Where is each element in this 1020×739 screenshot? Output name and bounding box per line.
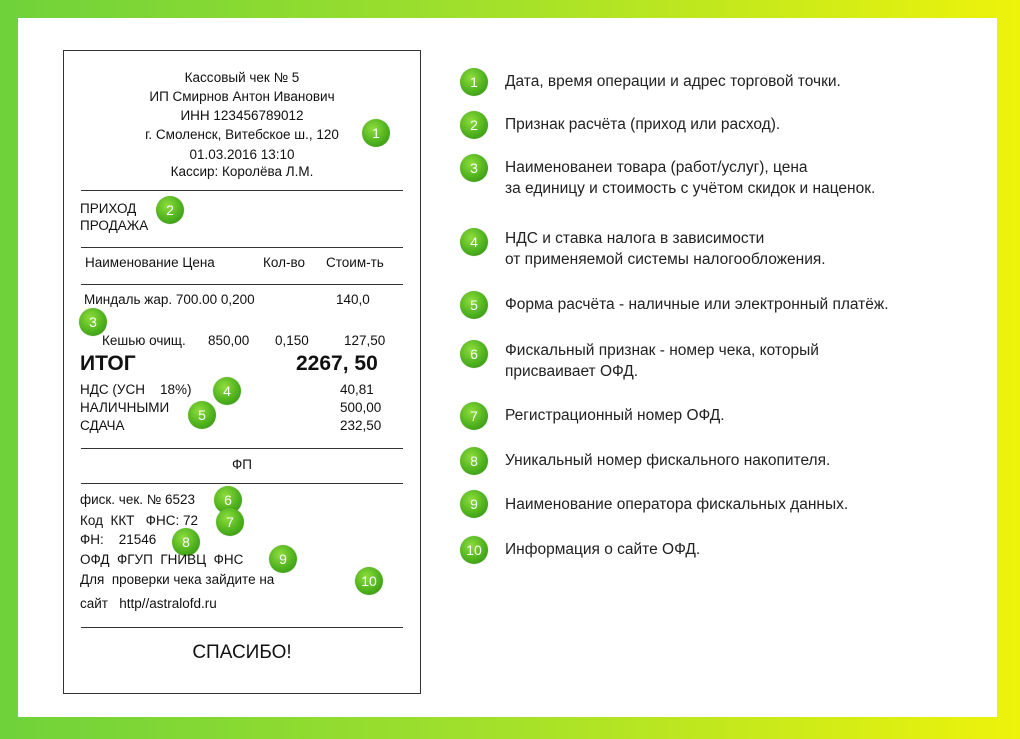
item-1-name: Миндаль жар. 700.00 0,200 [84, 292, 255, 307]
change-value: 232,50 [340, 418, 382, 433]
seller-address: г. Смоленск, Витебское ш., 120 [145, 127, 339, 142]
total-value: 2267, 50 [296, 352, 378, 375]
legend-text [505, 405, 985, 426]
divider [81, 284, 403, 285]
legend-badge: 8 [460, 447, 488, 475]
cash-label: НАЛИЧНЫМИ [80, 400, 170, 415]
fiscal-check-number: фиск. чек. № 6523 [80, 492, 196, 507]
legend-badge: 3 [460, 154, 488, 182]
legend-badge: 2 [460, 111, 488, 139]
seller-inn: ИНН 123456789012 [180, 108, 304, 123]
legend-text [505, 157, 985, 199]
operation-type: ПРИХОД [80, 201, 137, 216]
fp-title: ФП [232, 457, 252, 472]
receipt-title: Кассовый чек № 5 [184, 70, 300, 85]
legend-badge: 7 [460, 402, 488, 430]
legend-line: от применяемой системы налогообложения. [505, 251, 826, 268]
legend-text [505, 539, 985, 560]
legend-text [505, 114, 985, 135]
marker-badge-4: 4 [213, 377, 241, 405]
column-qty: Кол-во [263, 255, 305, 270]
legend-line: Уникальный номер фискального накопителя. [505, 452, 831, 469]
column-cost: Стоим-ть [326, 255, 384, 270]
item-2-qty: 0,150 [275, 333, 309, 348]
ofd-operator: ОФД ФГУП ГНИВЦ ФНС [80, 552, 244, 567]
ofd-site: сайт http//astralofd.ru [80, 596, 217, 611]
legend-line: Фискальный признак - номер чека, который [505, 342, 819, 359]
cash-value: 500,00 [340, 400, 382, 415]
receipt-datetime: 01.03.2016 13:10 [189, 147, 295, 162]
legend-badge: 10 [460, 536, 488, 564]
vat-value: 40,81 [340, 382, 374, 397]
legend-line: Признак расчёта (приход или расход). [505, 116, 781, 133]
cashier: Кассир: Королёва Л.М. [170, 164, 314, 179]
marker-badge-2: 2 [156, 196, 184, 224]
divider [81, 483, 403, 484]
marker-badge-7: 7 [216, 508, 244, 536]
vat-label: НДС (УСН 18%) [80, 382, 192, 397]
item-2-cost: 127,50 [344, 333, 386, 348]
legend-line: Наименование оператора фискальных данных. [505, 496, 849, 513]
receipt [63, 50, 421, 694]
card [18, 18, 997, 717]
legend-badge: 1 [460, 68, 488, 96]
divider [81, 627, 403, 628]
legend-line: за единицу и стоимость с учётом скидок и наценок. [505, 180, 876, 197]
legend-badge: 9 [460, 490, 488, 518]
legend-line: Форма расчёта - наличные или электронный платёж. [505, 296, 889, 313]
marker-badge-8: 8 [172, 528, 200, 556]
legend-text [505, 228, 985, 270]
thanks-message: СПАСИБО! [192, 642, 292, 663]
total-label: ИТОГ [80, 352, 136, 375]
divider [81, 247, 403, 248]
item-2-price: 850,00 [208, 333, 250, 348]
legend-line: Информация о сайте ОФД. [505, 541, 701, 558]
legend-line: присваивает ОФД. [505, 363, 639, 380]
marker-badge-10: 10 [355, 567, 383, 595]
legend-text [505, 294, 985, 315]
legend-badge: 6 [460, 340, 488, 368]
legend-line: Наименованеи товара (работ/услуг), цена [505, 159, 808, 176]
legend-text [505, 71, 985, 92]
marker-badge-5: 5 [188, 401, 216, 429]
marker-badge-3: 3 [79, 308, 107, 336]
divider [81, 448, 403, 449]
operation-kind: ПРОДАЖА [80, 218, 149, 233]
check-instruction: Для проверки чека зайдите на [80, 572, 275, 587]
legend-line: Дата, время операции и адрес торговой точки. [505, 73, 841, 90]
legend-text [505, 340, 985, 382]
legend-badge: 5 [460, 291, 488, 319]
marker-badge-9: 9 [269, 545, 297, 573]
seller-name: ИП Смирнов Антон Иванович [149, 89, 335, 104]
marker-badge-6: 6 [214, 486, 242, 514]
legend-text [505, 450, 985, 471]
column-name-price: Наименование Цена [85, 255, 215, 270]
item-1-cost: 140,0 [336, 292, 370, 307]
legend-line: НДС и ставка налога в зависимости [505, 230, 765, 247]
legend-text [505, 494, 985, 515]
kkt-registration-code: Код ККТ ФНС: 72 [80, 513, 198, 528]
legend-badge: 4 [460, 228, 488, 256]
legend-line: Регистрационный номер ОФД. [505, 407, 725, 424]
change-label: СДАЧА [80, 418, 125, 433]
marker-badge-1: 1 [362, 119, 390, 147]
item-2-name: Кешью очищ. [102, 333, 186, 348]
divider [81, 190, 403, 191]
fiscal-storage-number: ФН: 21546 [80, 532, 157, 547]
